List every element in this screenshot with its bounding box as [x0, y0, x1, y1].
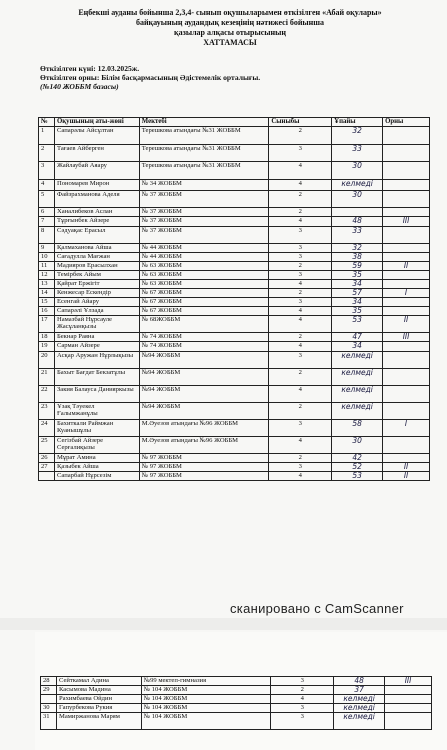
score-cell: 33	[332, 145, 383, 162]
row-number: 15	[39, 298, 55, 307]
place-cell	[383, 454, 430, 463]
school-name: № 67 ЖОББМ	[139, 307, 269, 316]
school-name: М.Әуезов атындағы №96 ЖОББМ	[139, 420, 269, 437]
table-row	[39, 316, 430, 333]
row-number: 30	[41, 704, 57, 713]
row-number: 7	[39, 217, 55, 227]
col-score: Ұпайы	[332, 118, 383, 127]
grade-cell: 3	[269, 420, 332, 437]
col-name: Оқушының аты-жөні	[54, 118, 139, 127]
row-number: 20	[39, 352, 55, 369]
score-cell: 32	[332, 244, 383, 253]
row-number: 9	[39, 244, 55, 253]
results-table-continued	[40, 676, 432, 730]
school-name: №94 ЖОББМ	[139, 386, 269, 403]
table-row	[39, 369, 430, 386]
score-cell: 30	[332, 162, 383, 180]
score-cell	[332, 208, 383, 217]
grade-cell: 3	[271, 713, 334, 730]
place-cell	[383, 386, 430, 403]
score-cell: 38	[332, 253, 383, 262]
row-number: 21	[39, 369, 55, 386]
table-row	[39, 244, 430, 253]
header-title: ХАТТАМАСЫ	[203, 38, 257, 47]
grade-cell: 2	[269, 333, 332, 342]
row-number: 14	[39, 289, 55, 298]
score-cell: келмеді	[332, 180, 383, 191]
place-cell: II	[383, 472, 430, 481]
grade-cell: 3	[269, 298, 332, 307]
row-number: 19	[39, 342, 55, 352]
student-name: Жайлаубай Аяару	[54, 162, 139, 180]
school-name: Терешкова атындағы №31 ЖОББМ	[139, 145, 269, 162]
score-cell: 53	[332, 472, 383, 481]
score-cell: 52	[332, 463, 383, 472]
table-row	[39, 253, 430, 262]
grade-cell: 3	[269, 271, 332, 280]
grade-cell: 4	[269, 217, 332, 227]
score-cell: 48	[334, 677, 385, 686]
student-name: Ханалибеков Аслан	[54, 208, 139, 217]
place-cell	[383, 191, 430, 208]
row-number	[41, 695, 57, 704]
row-number: 5	[39, 191, 55, 208]
grade-cell: 2	[269, 289, 332, 298]
place-cell	[385, 686, 432, 695]
table-row	[39, 342, 430, 352]
school-name: № 63 ЖОББМ	[139, 271, 269, 280]
place-cell	[383, 180, 430, 191]
score-cell: келмеді	[332, 369, 383, 386]
table-row	[39, 127, 430, 145]
school-name: № 67 ЖОББМ	[139, 298, 269, 307]
score-cell: келмеді	[334, 704, 385, 713]
student-name: Сағадулла Мағжан	[54, 253, 139, 262]
grade-cell: 4	[269, 307, 332, 316]
school-name: № 67 ЖОББМ	[139, 289, 269, 298]
place-cell: III	[383, 333, 430, 342]
table-row	[39, 437, 430, 454]
table-row	[39, 180, 430, 191]
place-cell	[385, 713, 432, 730]
school-name: № 37 ЖОББМ	[139, 191, 269, 208]
school-name: № 97 ЖОББМ	[139, 472, 269, 481]
place-cell: II	[383, 262, 430, 271]
row-number: 25	[39, 437, 55, 454]
student-name: Мамиржанова Марям	[56, 713, 141, 730]
grade-cell: 3	[269, 244, 332, 253]
place-cell	[383, 244, 430, 253]
table-row	[39, 289, 430, 298]
scanner-watermark: сканировано с CamScanner	[230, 601, 404, 616]
grade-cell: 3	[269, 352, 332, 369]
score-cell: 48	[332, 217, 383, 227]
table-row	[39, 227, 430, 244]
student-name: Рахимбаева Ойдин	[56, 695, 141, 704]
score-cell: 57	[332, 289, 383, 298]
grade-cell: 3	[269, 227, 332, 244]
school-name: №94 ЖОББМ	[139, 369, 269, 386]
score-cell: келмеді	[332, 403, 383, 420]
grade-cell: 3	[271, 677, 334, 686]
table-row	[39, 463, 430, 472]
score-cell: 47	[332, 333, 383, 342]
place-cell	[383, 352, 430, 369]
header-line1: Еңбекші ауданы бойынша 2,3,4- сынып оқушыларымен өткізілген «Абай оқулары»	[78, 8, 382, 17]
table-row	[41, 686, 432, 695]
row-number: 2	[39, 145, 55, 162]
place-cell	[383, 369, 430, 386]
table-row	[39, 162, 430, 180]
score-cell: келмеді	[332, 386, 383, 403]
student-name: Файзрахманова Аделя	[54, 191, 139, 208]
school-name: № 97 ЖОББМ	[139, 463, 269, 472]
score-cell: 33	[332, 227, 383, 244]
score-cell: 30	[332, 191, 383, 208]
col-place: Орны	[383, 118, 430, 127]
school-name: № 37 ЖОББМ	[139, 217, 269, 227]
student-name: Сейткамал Адина	[56, 677, 141, 686]
school-name: № 97 ЖОББМ	[139, 454, 269, 463]
student-name: Қазыбек Айша	[54, 463, 139, 472]
col-school: Мектебі	[139, 118, 269, 127]
score-cell: 34	[332, 280, 383, 289]
row-number: 4	[39, 180, 55, 191]
score-cell: келмеді	[334, 695, 385, 704]
student-name: Бахыт Бағдат Бекзатұлы	[54, 369, 139, 386]
student-name: Мұрат Амина	[54, 454, 139, 463]
score-cell: 58	[332, 420, 383, 437]
place-cell	[385, 695, 432, 704]
school-name: № 104 ЖОББМ	[141, 695, 271, 704]
table-row	[41, 677, 432, 686]
school-name: М.Әуезов атындағы №96 ЖОББМ	[139, 437, 269, 454]
row-number	[39, 472, 55, 481]
place-cell: III	[383, 217, 430, 227]
table-row	[41, 704, 432, 713]
place-cell: I	[383, 420, 430, 437]
table-row	[39, 271, 430, 280]
meta-date: Өткізілген күні: 12.03.2025ж.	[40, 64, 140, 73]
row-number: 16	[39, 307, 55, 316]
page-gap	[0, 618, 447, 630]
place-cell	[383, 162, 430, 180]
student-name: Темірбек Айым	[54, 271, 139, 280]
place-cell: II	[383, 316, 430, 333]
school-name: №94 ЖОББМ	[139, 352, 269, 369]
school-name: № 74 ЖОББМ	[139, 333, 269, 342]
grade-cell: 2	[269, 369, 332, 386]
place-cell: III	[385, 677, 432, 686]
row-number: 10	[39, 253, 55, 262]
school-name: № 104 ЖОББМ	[141, 713, 271, 730]
student-name: Мадияров Ерасылхан	[54, 262, 139, 271]
student-name: Ұзақ Тәуекел Ғалымжанұлы	[54, 403, 139, 420]
meta-base: (№140 ЖОББМ базасы)	[40, 82, 119, 91]
row-number: 11	[39, 262, 55, 271]
score-cell: 37	[334, 686, 385, 695]
school-name: № 44 ЖОББМ	[139, 253, 269, 262]
table-row	[39, 386, 430, 403]
table-row	[39, 280, 430, 289]
row-number: 24	[39, 420, 55, 437]
student-name: Пономарев Мирон	[54, 180, 139, 191]
table-row	[39, 217, 430, 227]
grade-cell: 4	[269, 180, 332, 191]
student-name: Сәдуақас Ерасыл	[54, 227, 139, 244]
place-cell: I	[383, 289, 430, 298]
student-name: Закия Балауса Данияркызы	[54, 386, 139, 403]
school-name: Терешкова атындағы №31 ЖОББМ	[139, 162, 269, 180]
table-row	[39, 403, 430, 420]
student-name: Сапарәлі Ұлзада	[54, 307, 139, 316]
place-cell	[385, 704, 432, 713]
row-number: 28	[41, 677, 57, 686]
grade-cell: 3	[269, 253, 332, 262]
grade-cell: 2	[269, 127, 332, 145]
place-cell	[383, 227, 430, 244]
row-number: 12	[39, 271, 55, 280]
school-name: №94 ЖОББМ	[139, 403, 269, 420]
place-cell	[383, 298, 430, 307]
grade-cell: 4	[271, 695, 334, 704]
grade-cell: 3	[271, 704, 334, 713]
score-cell: 30	[332, 437, 383, 454]
row-number: 31	[41, 713, 57, 730]
table-row	[39, 145, 430, 162]
grade-cell: 2	[269, 262, 332, 271]
school-name: №99 мектеп-гимназия	[141, 677, 271, 686]
place-cell	[383, 342, 430, 352]
school-name: № 44 ЖОББМ	[139, 244, 269, 253]
table-header-row	[39, 118, 430, 127]
grade-cell: 4	[269, 437, 332, 454]
place-cell	[383, 437, 430, 454]
table-row	[39, 472, 430, 481]
row-number: 23	[39, 403, 55, 420]
table-row	[39, 262, 430, 271]
student-name: Бахиткали Раймжан Куанышұлы	[54, 420, 139, 437]
school-name: № 68ЖОББМ	[139, 316, 269, 333]
table-row	[41, 695, 432, 704]
student-name: Сапарәлы Айсұлтан	[54, 127, 139, 145]
place-cell	[383, 145, 430, 162]
student-name: Асқар Аружан Нұрлықызы	[54, 352, 139, 369]
student-name: Кенжесар Ескендір	[54, 289, 139, 298]
place-cell	[383, 403, 430, 420]
score-cell: 35	[332, 271, 383, 280]
place-cell	[383, 127, 430, 145]
school-name: № 37 ЖОББМ	[139, 208, 269, 217]
col-no: №	[39, 118, 55, 127]
school-name: № 63 ЖОББМ	[139, 262, 269, 271]
results-table	[38, 117, 430, 481]
score-cell: 34	[332, 298, 383, 307]
row-number: 22	[39, 386, 55, 403]
score-cell: келмеді	[332, 352, 383, 369]
grade-cell: 2	[271, 686, 334, 695]
student-name: Есенгай Айару	[54, 298, 139, 307]
grade-cell: 4	[269, 280, 332, 289]
place-cell	[383, 280, 430, 289]
grade-cell: 4	[269, 316, 332, 333]
score-cell: 53	[332, 316, 383, 333]
school-name: № 104 ЖОББМ	[141, 704, 271, 713]
table-row	[39, 352, 430, 369]
row-number: 13	[39, 280, 55, 289]
row-number: 6	[39, 208, 55, 217]
school-name: № 74 ЖОББМ	[139, 342, 269, 352]
place-cell	[383, 271, 430, 280]
score-cell: келмеді	[334, 713, 385, 730]
grade-cell: 3	[269, 463, 332, 472]
place-cell: II	[383, 463, 430, 472]
grade-cell: 4	[269, 472, 332, 481]
table-row	[39, 454, 430, 463]
table-row	[39, 333, 430, 342]
student-name: Қайрат Ержігіт	[54, 280, 139, 289]
table-row	[39, 298, 430, 307]
school-name: № 104 ЖОББМ	[141, 686, 271, 695]
row-number: 1	[39, 127, 55, 145]
school-name: Терешкова атындағы №31 ЖОББМ	[139, 127, 269, 145]
table-row	[39, 420, 430, 437]
grade-cell: 4	[269, 386, 332, 403]
row-number: 3	[39, 162, 55, 180]
grade-cell: 4	[269, 342, 332, 352]
score-cell: 32	[332, 127, 383, 145]
school-name: № 37 ЖОББМ	[139, 227, 269, 244]
student-name: Тағаев Айберген	[54, 145, 139, 162]
row-number: 17	[39, 316, 55, 333]
grade-cell: 2	[269, 454, 332, 463]
student-name: Сарман Айзере	[54, 342, 139, 352]
meta-place: Өткізілген орны: Білім басқармасының Әдістемелік орталығы.	[40, 73, 261, 82]
student-name: Касымова Мадина	[56, 686, 141, 695]
score-cell: 59	[332, 262, 383, 271]
student-name: Намазбай Нұрсауле Жасұланқызы	[54, 316, 139, 333]
table-row	[39, 208, 430, 217]
row-number: 27	[39, 463, 55, 472]
header-line3: қазылар алқасы отырысының	[174, 28, 286, 37]
table-row	[41, 713, 432, 730]
student-name: Сегізбай Айзере Серғалиқызы	[54, 437, 139, 454]
student-name: Бекнар Раяна	[54, 333, 139, 342]
score-cell: 35	[332, 307, 383, 316]
score-cell: 42	[332, 454, 383, 463]
student-name: Сапарбай Нұрсезім	[54, 472, 139, 481]
grade-cell: 2	[269, 191, 332, 208]
school-name: № 63 ЖОББМ	[139, 280, 269, 289]
table-row	[39, 191, 430, 208]
school-name: № 34 ЖОББМ	[139, 180, 269, 191]
row-number: 29	[41, 686, 57, 695]
score-cell: 34	[332, 342, 383, 352]
col-grade: Сыныбы	[269, 118, 332, 127]
place-cell	[383, 307, 430, 316]
row-number: 8	[39, 227, 55, 244]
grade-cell: 4	[269, 162, 332, 180]
row-number: 26	[39, 454, 55, 463]
header-line2: байқауының аудандық кезеңінің нәтижесі бойынша	[135, 18, 325, 27]
student-name: Тұрғынбек Айзере	[54, 217, 139, 227]
table-row	[39, 307, 430, 316]
grade-cell: 2	[269, 208, 332, 217]
grade-cell: 3	[269, 145, 332, 162]
student-name: Гапурбекова Рукия	[56, 704, 141, 713]
row-number: 18	[39, 333, 55, 342]
student-name: Қалмаханова Айша	[54, 244, 139, 253]
place-cell	[383, 208, 430, 217]
grade-cell: 2	[269, 403, 332, 420]
place-cell	[383, 253, 430, 262]
